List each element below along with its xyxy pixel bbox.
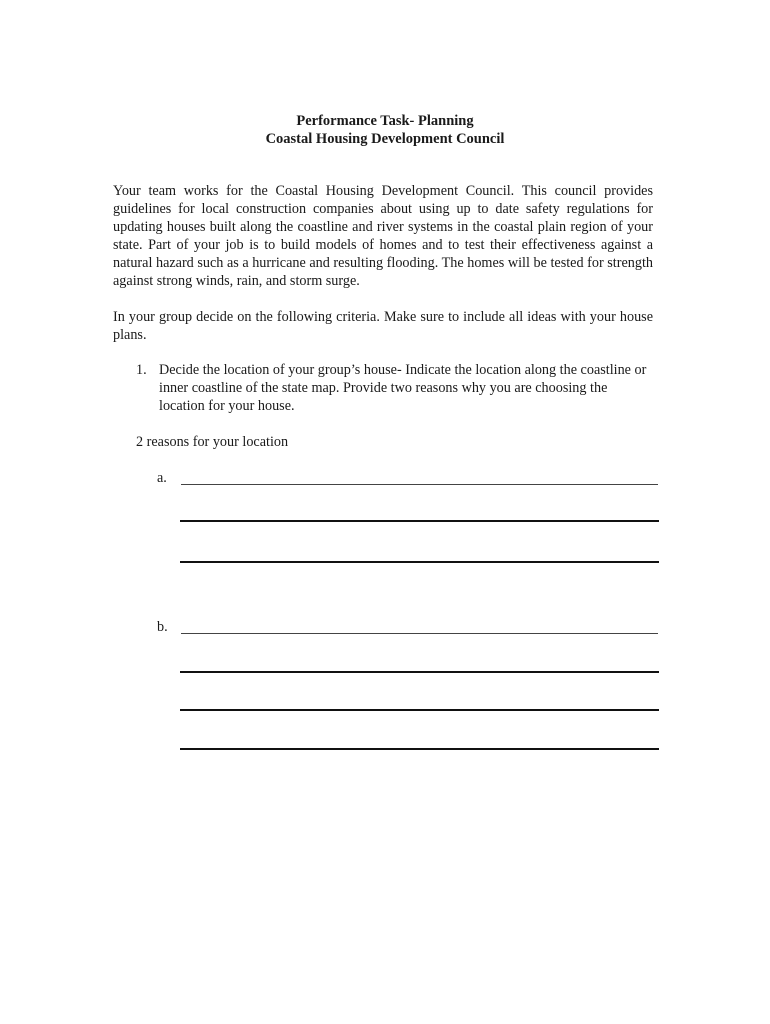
answer-label-a: a. [157, 470, 167, 486]
title-line-1: Performance Task- Planning [296, 113, 474, 129]
title-line-2: Coastal Housing Development Council [265, 131, 505, 147]
intro-paragraph: Your team works for the Coastal Housing Development Council. This council provides guidelines for local construction companies about using up to date safety regulations for updating houses built along the coastline and river systems in the coastal plain region of your state. Part of your job is to build models of homes and to test their effectiveness against a natural hazard such as a hurricane and resulting flooding. The homes will be tested for strength against strong winds, rain, and storm surge. [113, 183, 653, 289]
answer-a-line-1[interactable] [181, 484, 658, 485]
reasons-label: 2 reasons for your location [136, 434, 289, 450]
numbered-item-1 [136, 361, 656, 415]
item-number: 1. [136, 362, 147, 378]
answer-b-line-1[interactable] [181, 633, 658, 634]
answer-a-line-2[interactable] [180, 520, 659, 522]
answer-a-line-3[interactable] [180, 561, 659, 563]
answer-b-line-4[interactable] [180, 748, 659, 750]
answer-b-line-2[interactable] [180, 671, 659, 673]
item-text: Decide the location of your group’s house- Indicate the location along the coastline or inner coastline of the state map. Provide two reasons why you are choosing the location for your house. [159, 362, 647, 414]
criteria-paragraph: In your group decide on the following criteria. Make sure to include all ideas with your house plans. [113, 309, 653, 343]
answer-b-line-3[interactable] [180, 709, 659, 711]
document-title [0, 112, 770, 148]
answer-label-b: b. [157, 619, 168, 635]
